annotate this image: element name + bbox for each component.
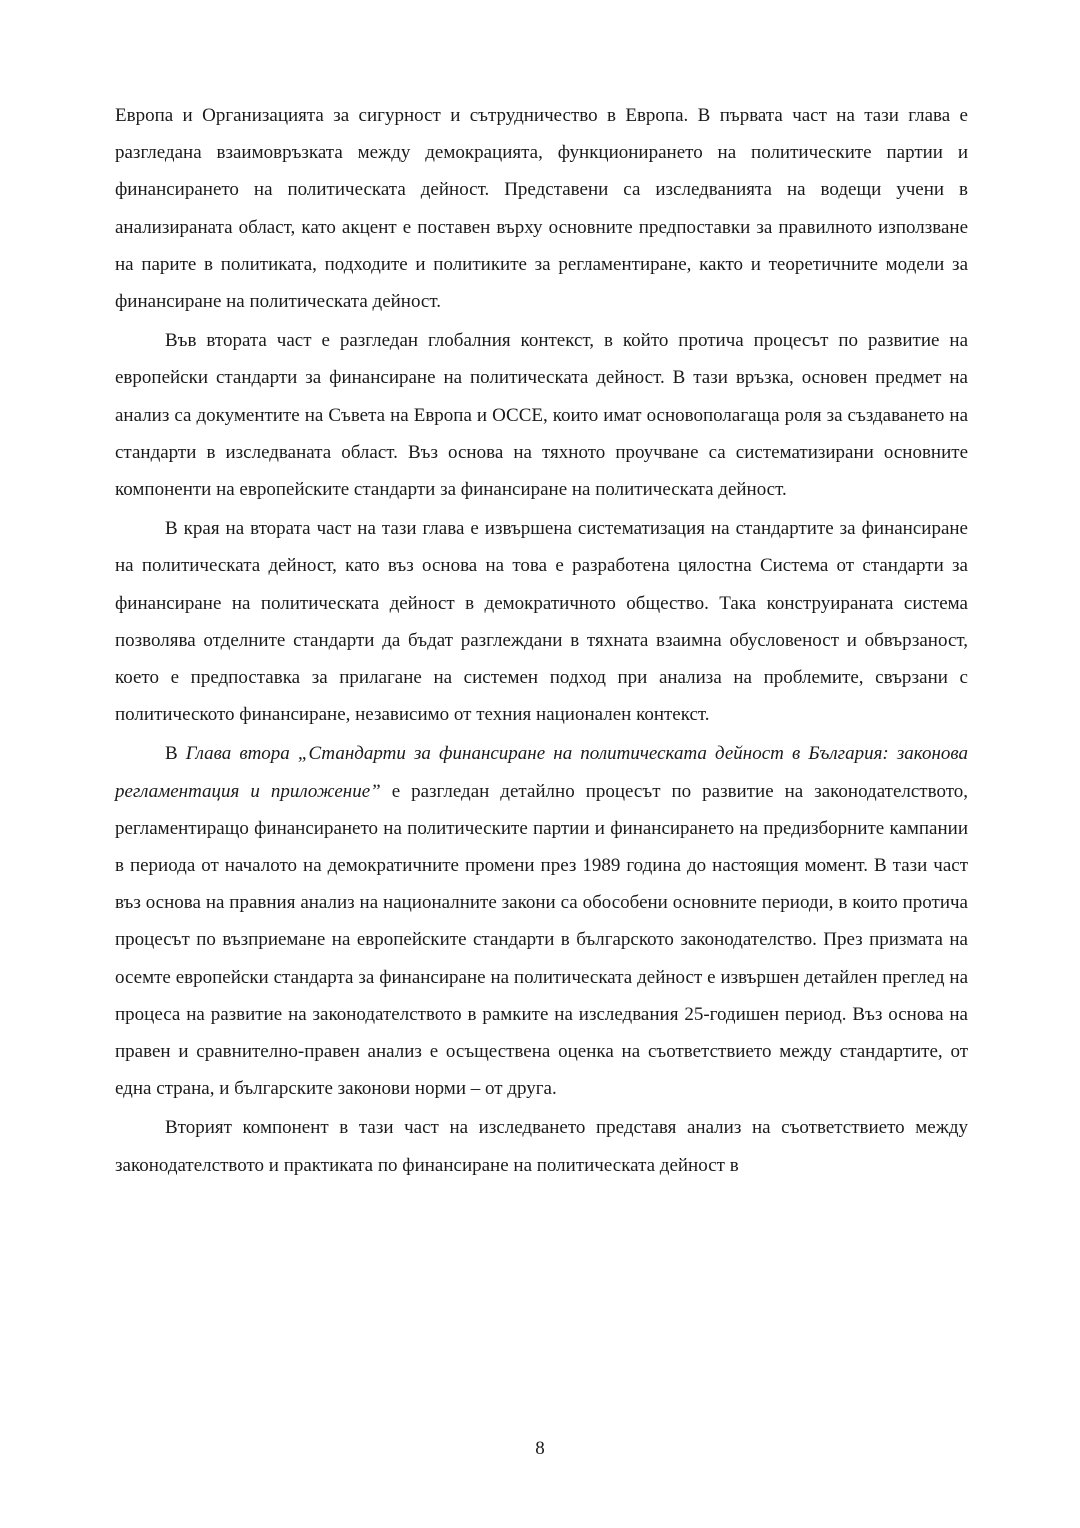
paragraph-3-text: В края на втората част на тази глава е извършена систематизация на стандартите за финансиране на политическата дейност, като въз основа на това е разработена цялостна Система от стандарти за финансиране на политическата дейност в демократичното общество. Така конструираната система позволява отделните стандарти да бъдат разглеждани в тяхната взаимна обусловеност и обвързаност, което е предпоставка за прилагане на системен подход при анализа на проблемите, свързани с политическото финансиране, независимо от техния национален контекст.	[115, 518, 968, 726]
paragraph-4	[115, 735, 968, 1107]
paragraph-2-text: Във втората част е разгледан глобалния контекст, в който протича процесът по развитие на европейски стандарти за финансиране на политическата дейност. В тази връзка, основен предмет на анализ са документите на Съвета на Европа и ОССЕ, които имат основополагаща роля за създаването на стандарти в изследваната област. Въз основа на тяхното проучване са систематизирани основните компоненти на европейските стандарти за финансиране на политическата дейност.	[115, 330, 968, 501]
body-text	[115, 97, 968, 1184]
chapter-two-title: Глава втора „Стандарти за финансиране на политическата дейност в България: законова регламентация и приложение”	[115, 743, 968, 802]
page-number: 8	[535, 1438, 545, 1459]
paragraph-2	[115, 322, 968, 508]
paragraph-1-text: Европа и Организацията за сигурност и сътрудничество в Европа. В първата част на тази глава е разгледана взаимовръзката между демокрацията, функционирането на политическите партии и финансирането на политическата дейност. Представени са изследванията на водещи учени в анализираната област, като акцент е поставен върху основните предпоставки за правилното използване на парите в политиката, подходите и политиките за регламентиране, както и теоретичните модели за финансиране на политическата дейност.	[115, 105, 968, 313]
paragraph-4-text: е разгледан детайлно процесът по развитие на законодателството, регламентиращо финансирането на политическите партии и финансирането на предизборните кампании в периода от началото на демократичните промени през 1989 година до настоящия момент. В тази част въз основа на правния анализ на националните закони са обособени основните периоди, в които протича процесът по възприемане на европейските стандарти в българското законодателство. През призмата на осемте европейски стандарта за финансиране на политическата дейност е извършен детайлен преглед на процеса на развитие на законодателството в рамките на изследвания 25-годишен период. Въз основа на правен и сравнително-правен анализ е осъществена оценка на съответствието между стандартите, от една страна, и българските законови норми – от друга.	[115, 780, 968, 1100]
paragraph-5-text: Вторият компонент в тази част на изследването представя анализ на съответствието между законодателството и практиката по финансиране на политическата дейност в	[115, 1117, 968, 1176]
paragraph-3	[115, 510, 968, 733]
paragraph-5	[115, 1109, 968, 1183]
paragraph-4-prefix: В	[165, 743, 186, 765]
paragraph-1	[115, 97, 968, 320]
